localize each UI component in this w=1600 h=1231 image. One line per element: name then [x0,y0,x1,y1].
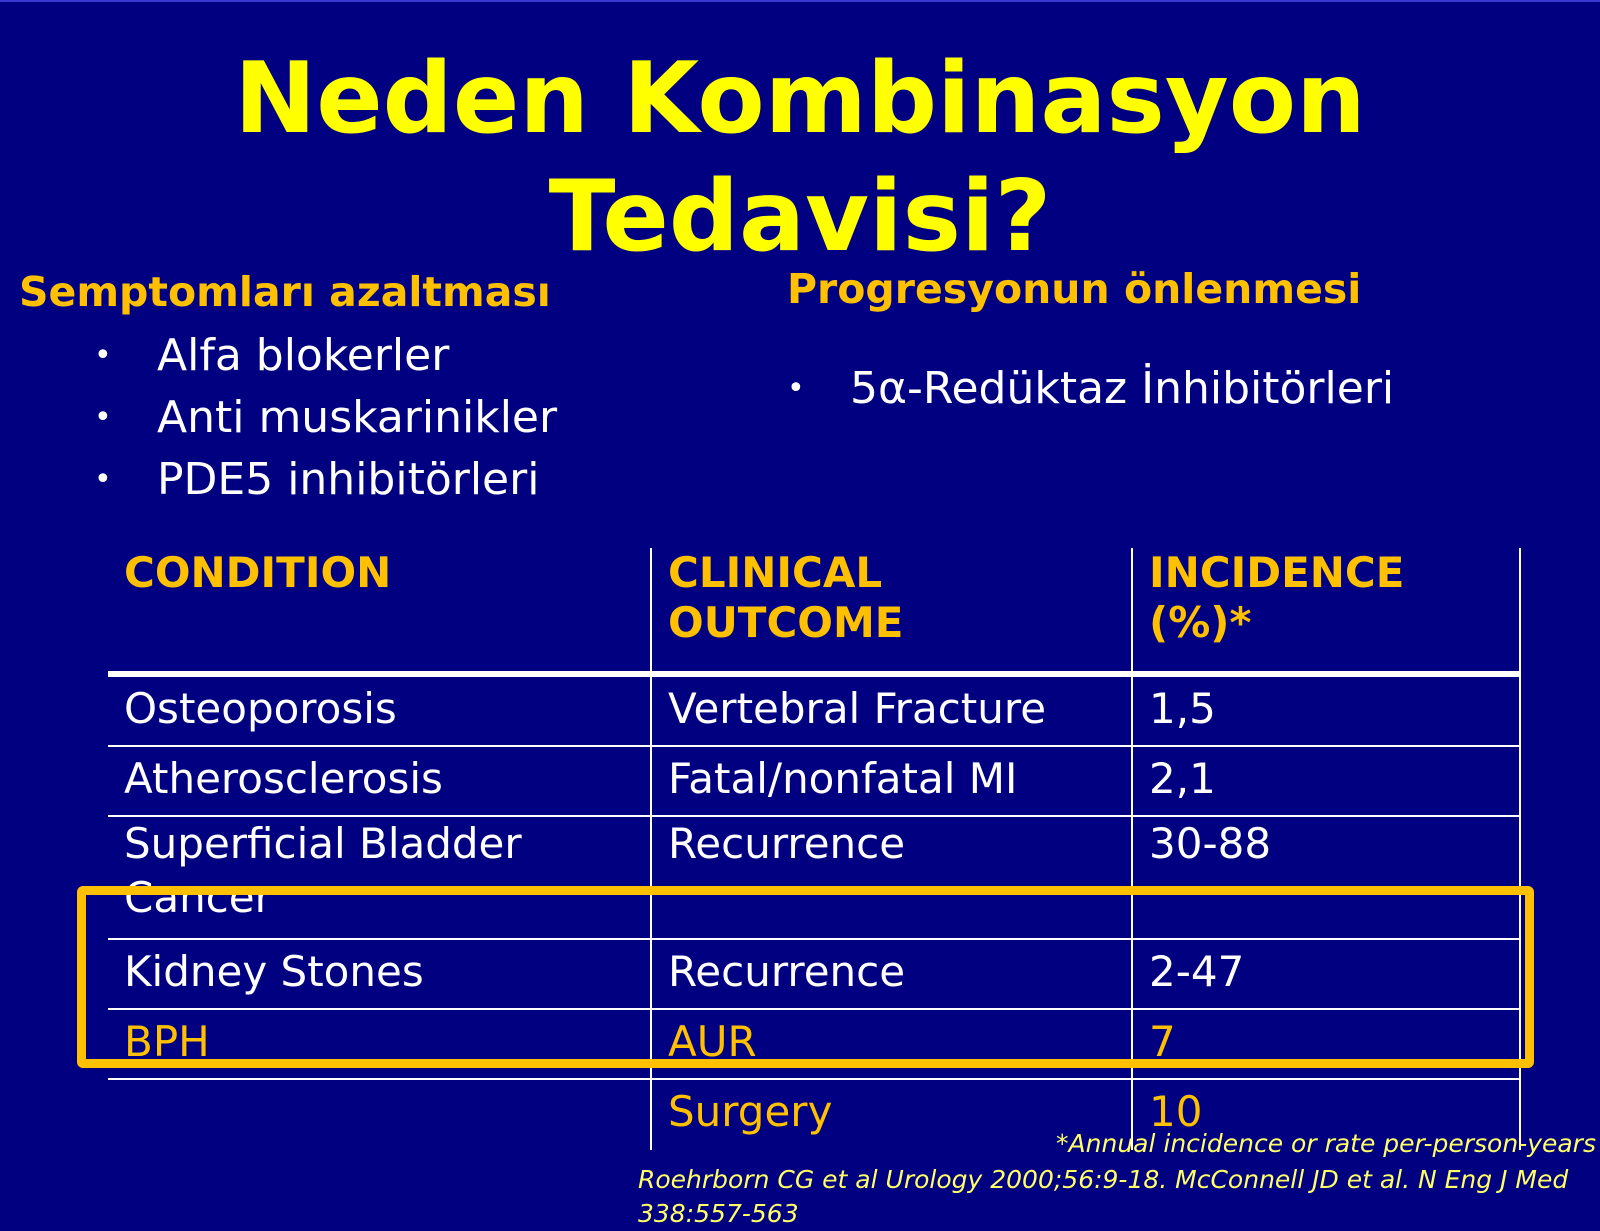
table-cell: 1,5 [1132,674,1520,746]
table-cell: Fatal/nonfatal MI [651,746,1132,816]
table-cell: AUR [651,1009,1132,1079]
table-cell: Kidney Stones [108,939,651,1009]
table-cell: Atherosclerosis [108,746,651,816]
list-item-label: 5α-Redüktaz İnhibitörleri [850,363,1395,414]
table-row [108,674,1520,746]
bullet-icon: • [94,400,112,435]
bullet-icon: • [94,338,112,373]
list-item [787,358,1394,420]
progression-prevention-list [787,358,1394,420]
list-item-label: Anti muskarinikler [157,392,558,443]
list-item [94,325,557,387]
table-cell: Superficial Bladder Cancer [108,816,651,939]
slide-title [0,40,1600,276]
header-clinical-outcome: CLINICAL OUTCOME [651,548,1132,674]
table-row-bph [108,1009,1520,1079]
table-cell: 10 [1132,1079,1520,1150]
top-border-line [0,0,1600,2]
list-item [94,387,557,449]
table-cell: Recurrence [651,816,1132,939]
slide-title-line-1: Neden Kombinasyon [234,42,1366,156]
bullet-icon: • [787,371,805,406]
table-cell: 30-88 [1132,816,1520,939]
table-cell: Surgery [651,1079,1132,1150]
header-condition: CONDITION [108,548,651,674]
table-cell: 2-47 [1132,939,1520,1009]
symptom-relief-heading: Semptomları azaltması [19,268,551,316]
table-cell: 2,1 [1132,746,1520,816]
progression-prevention-heading: Progresyonun önlenmesi [787,265,1362,313]
list-item-label: Alfa blokerler [157,330,450,381]
table-row [108,939,1520,1009]
footnote: *Annual incidence or rate per-person-years [1056,1129,1596,1158]
table-cell: Vertebral Fracture [651,674,1132,746]
table-cell [108,1079,651,1150]
table-cell: Recurrence [651,939,1132,1009]
slide-title-line-2: Tedavisi? [548,160,1052,274]
bullet-icon: • [94,462,112,497]
table-header-row [108,548,1520,674]
table-cell: BPH [108,1009,651,1079]
symptom-relief-list [94,325,557,511]
header-incidence: INCIDENCE (%)* [1132,548,1520,674]
table-cell: 7 [1132,1009,1520,1079]
list-item [94,449,557,511]
list-item-label: PDE5 inhibitörleri [157,454,540,505]
incidence-table [108,548,1521,1150]
citation: Roehrborn CG et al Urology 2000;56:9-18. McConnell JD et al. N Eng J Med 338:557-563 [638,1165,1569,1228]
table-row [108,746,1520,816]
table-row [108,816,1520,939]
table-cell: Osteoporosis [108,674,651,746]
